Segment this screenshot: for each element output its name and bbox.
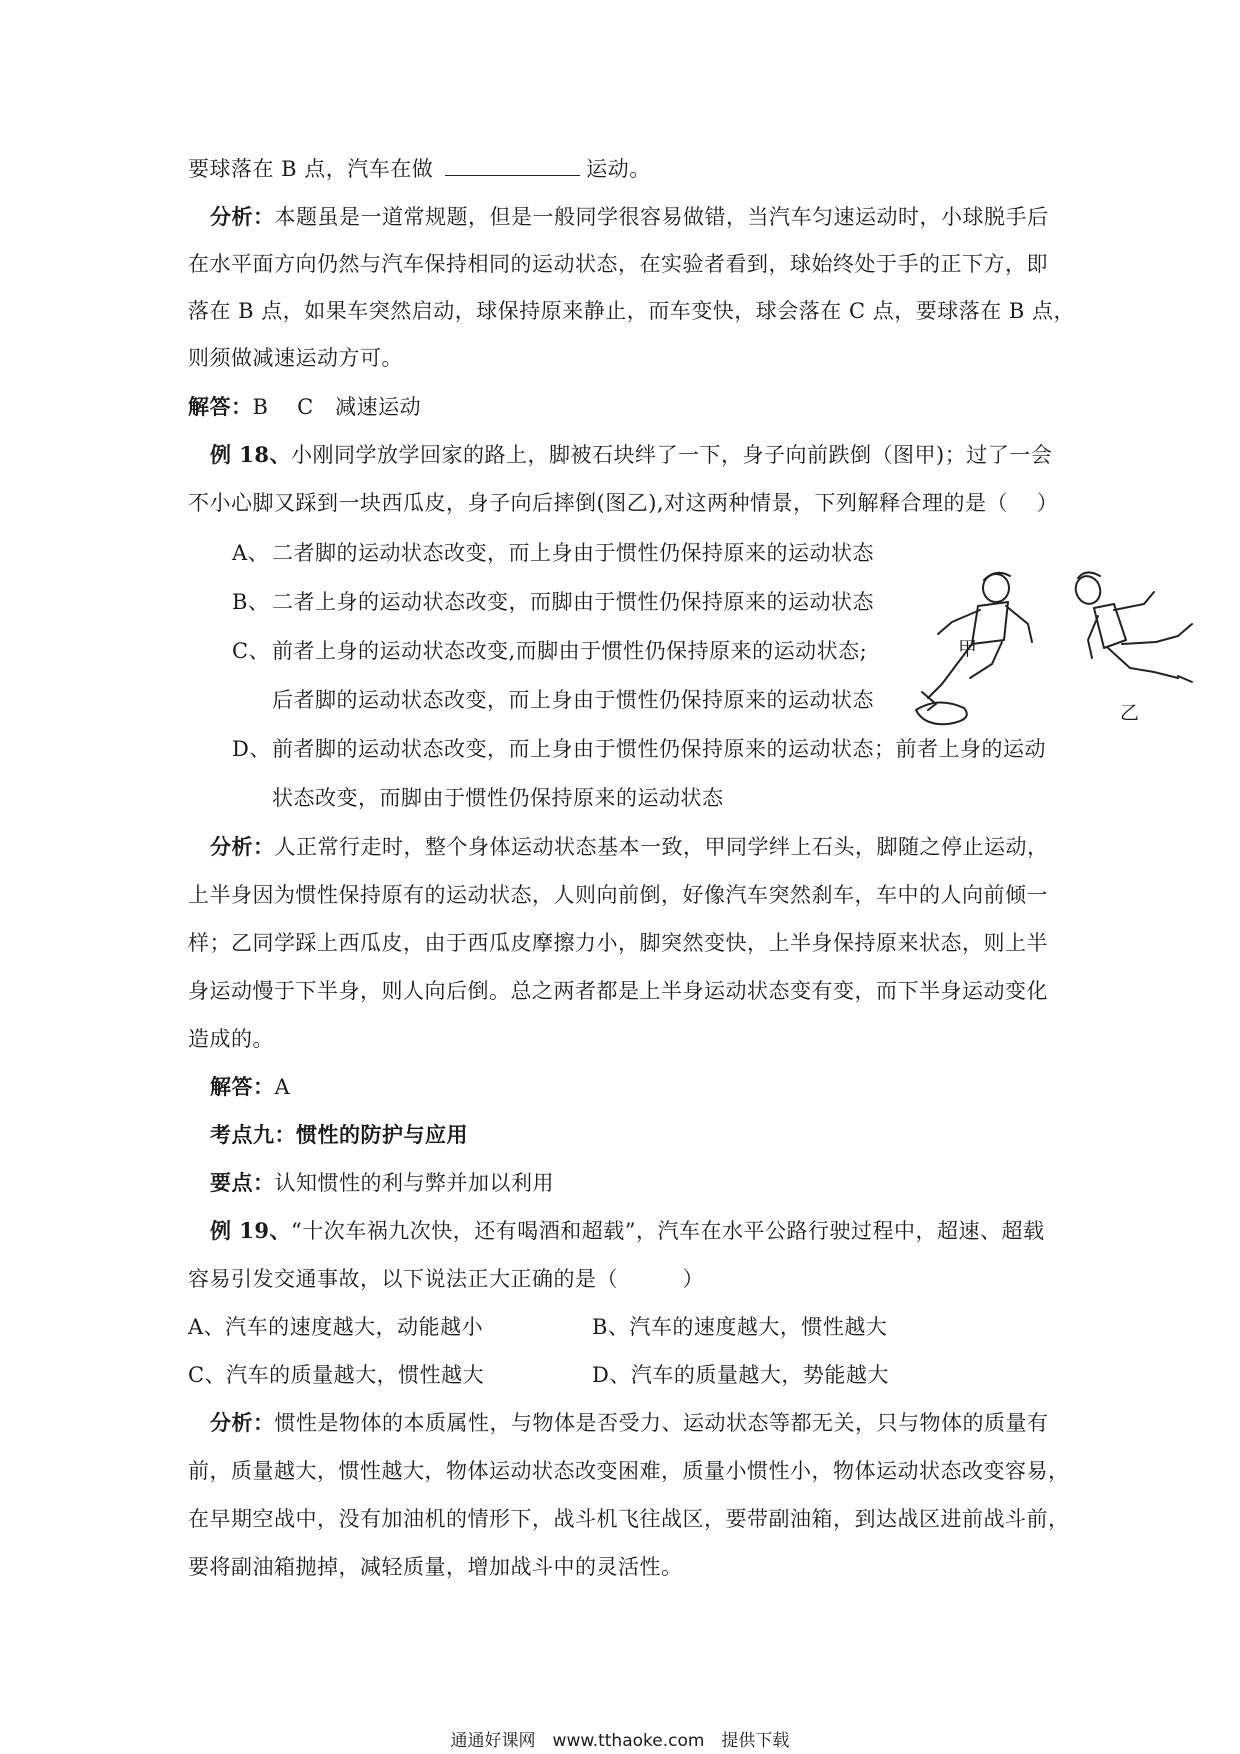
answer-label: 解答： — [210, 1074, 275, 1099]
option-b: B、汽车的速度越大，惯性越大 — [592, 1315, 888, 1339]
answer-value: B C 减速运动 — [252, 395, 422, 419]
text: 要球落在 B 点，汽车在做 — [188, 157, 434, 181]
example-label: 例 19、 — [210, 1218, 292, 1243]
answer-line-2 — [210, 1072, 290, 1102]
option-text: 前者脚的运动状态改变，而上身由于惯性仍保持原来的运动状态；前者上身的运动 — [272, 737, 1046, 761]
text: 身运动慢于下半身，则人向后倒。总之两者都是上半身运动状态变有变，而下半身运动变化 — [188, 979, 1048, 1003]
text: 容易引发交通事故，以下说法正大正确的是（ ） — [188, 1267, 704, 1291]
option-text: 后者脚的运动状态改变，而上身由于惯性仍保持原来的运动状态 — [272, 688, 874, 712]
falling-figures-illustration — [908, 560, 1216, 732]
text-line — [188, 1264, 704, 1294]
text: 小刚同学放学回家的路上，脚被石块绊了一下，身子向前跌倒（图甲)；过了一会 — [291, 443, 1053, 467]
analysis-paragraph-2 — [210, 832, 1049, 862]
text: 在水平面方向仍然与汽车保持相同的运动状态，在实验者看到，球始终处于手的正下方，即 — [188, 252, 1048, 276]
text-line — [188, 249, 1048, 279]
text: 在早期空战中，没有加油机的情形下，战斗机飞往战区，要带副油箱，到达战区进前战斗前， — [188, 1507, 1070, 1531]
section-heading-kp9 — [210, 1120, 468, 1150]
text: 本题虽是一道常规题，但是一般同学很容易做错，当汽车匀速运动时，小球脱手后 — [274, 205, 1049, 229]
answer-blank — [445, 155, 580, 176]
text-line — [188, 976, 1048, 1006]
text-line — [188, 928, 1048, 958]
option-d — [232, 734, 1046, 764]
option-text: 状态改变，而脚由于惯性仍保持原来的运动状态 — [272, 786, 724, 810]
example-18-heading — [210, 440, 1052, 470]
text: 不小心脚又踩到一块西瓜皮，身子向后摔倒(图乙),对这两种情景，下列解释合理的是（ ） — [188, 491, 1059, 515]
answer-line — [188, 392, 421, 422]
option-text: 二者脚的运动状态改变，而上身由于惯性仍保持原来的运动状态 — [272, 541, 874, 565]
answer-value: A — [274, 1075, 291, 1099]
key-point-line — [210, 1168, 554, 1198]
answer-label: 解答： — [188, 394, 253, 419]
analysis-paragraph — [210, 202, 1049, 232]
example-label: 例 18、 — [210, 442, 292, 467]
text: 认知惯性的利与弊并加以利用 — [274, 1171, 554, 1195]
option-c — [232, 636, 867, 666]
option-a: A、汽车的速度越大，动能越小 — [188, 1315, 484, 1339]
page-footer: 通通好课网 www.tthaoke.com 提供下载 — [450, 1731, 790, 1751]
text: 运动。 — [586, 157, 651, 181]
option-label: B、 — [232, 590, 270, 614]
text-line — [188, 1024, 274, 1054]
text: 则须做减速运动方可。 — [188, 346, 403, 370]
analysis-label: 分析： — [210, 204, 275, 229]
analysis-label: 分析： — [210, 834, 275, 859]
text-line — [188, 1456, 1070, 1486]
option-label: C、 — [232, 639, 271, 663]
text: 造成的。 — [188, 1027, 274, 1051]
key-label: 要点： — [210, 1170, 275, 1195]
figure-svg — [908, 560, 1216, 732]
text-line — [188, 1504, 1070, 1534]
option-label: A、 — [232, 541, 270, 565]
analysis-paragraph-3 — [210, 1408, 1049, 1438]
text: 样；乙同学踩上西瓜皮，由于西瓜皮摩擦力小，脚突然变快，上半身保持原来状态，则上半 — [188, 931, 1048, 955]
analysis-label: 分析： — [210, 1410, 275, 1435]
text-line — [188, 343, 403, 373]
example-19-heading — [210, 1216, 1045, 1246]
options-row-1 — [188, 1312, 888, 1342]
text: 落在 B 点，如果车突然启动，球保持原来静止，而车变快，球会落在 C 点，要球落在 B 点， — [188, 299, 1075, 323]
text: “十次车祸九次快，还有喝酒和超载”，汽车在水平公路行驶过程中，超速、超载 — [291, 1219, 1045, 1243]
text: 惯性是物体的本质属性，与物体是否受力、运动状态等都无关，只与物体的质量有 — [274, 1411, 1049, 1435]
label-jia: 甲 — [958, 638, 978, 660]
text-line — [188, 296, 1075, 326]
option-b — [232, 587, 874, 617]
question-fill-line — [188, 154, 651, 184]
text-line — [188, 488, 1058, 518]
text: 人正常行走时，整个身体运动状态基本一致，甲同学绊上石头，脚随之停止运动， — [274, 835, 1049, 859]
option-c: C、汽车的质量越大，惯性越大 — [188, 1363, 485, 1387]
section-title: 考点九：惯性的防护与应用 — [210, 1122, 468, 1147]
text: 前，质量越大，惯性越大，物体运动状态改变困难，质量小惯性小，物体运动状态改变容易， — [188, 1459, 1070, 1483]
option-d: D、汽车的质量越大，势能越大 — [592, 1363, 889, 1387]
option-text: 前者上身的运动状态改变,而脚由于惯性仍保持原来的运动状态; — [272, 639, 868, 663]
option-c-continued — [272, 685, 874, 715]
option-d-continued — [272, 783, 724, 813]
options-row-2 — [188, 1360, 889, 1390]
option-label: D、 — [232, 737, 271, 761]
option-text: 二者上身的运动状态改变，而脚由于惯性仍保持原来的运动状态 — [272, 590, 874, 614]
option-a — [232, 538, 874, 568]
figure-yi-person — [1072, 572, 1192, 682]
text-line — [188, 880, 1048, 910]
text: 要将副油箱抛掉，减轻质量，增加战斗中的灵活性。 — [188, 1555, 683, 1579]
label-yi: 乙 — [1120, 702, 1140, 724]
text-line — [188, 1552, 683, 1582]
text: 上半身因为惯性保持原有的运动状态，人则向前倒，好像汽车突然刹车，车中的人向前倾一 — [188, 883, 1048, 907]
